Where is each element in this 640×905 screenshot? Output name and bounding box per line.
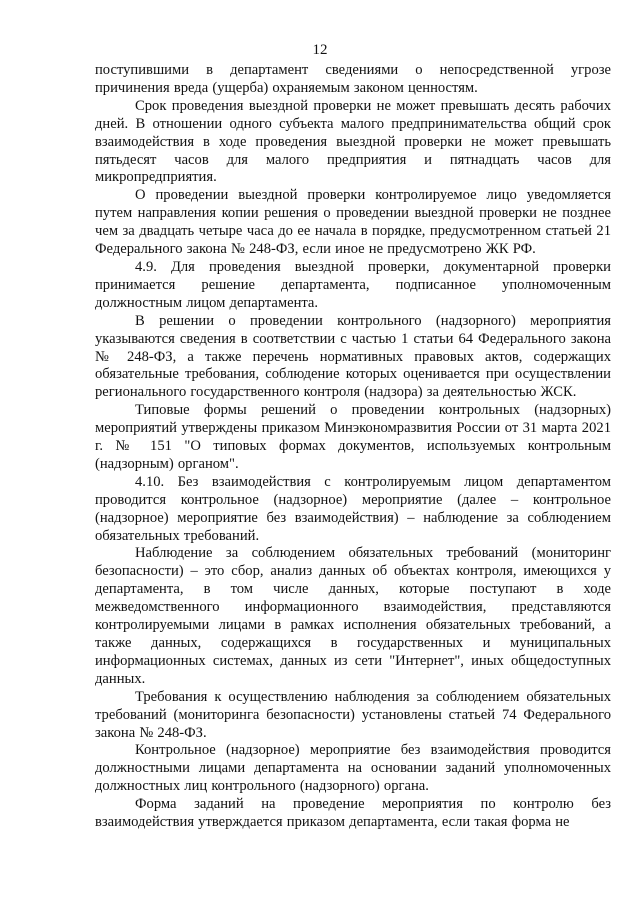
document-body (95, 62, 611, 832)
paragraph-assignment-form: Форма заданий на проведение мероприятия по контролю без взаимодействия утверждается приказом департамента, если такая форма не (95, 796, 611, 831)
paragraph-standard-forms: Типовые формы решений о проведении контрольных (надзорных) мероприятий утверждены приказом Минэкономразвития России от 31 марта 2021 г. № 151 "О типовых формах документов, используемых контрольным (надзорным) органом". (95, 402, 611, 472)
paragraph-continuation: поступившими в департамент сведениями о непосредственной угрозе причинения вреда (ущерба) охраняемым законом ценностям. (95, 62, 611, 96)
paragraph-monitoring-requirements: Требования к осуществлению наблюдения за соблюдением обязательных требований (мониторинга безопасности) установлены статьей 74 Федерального закона № 248-ФЗ. (95, 688, 611, 741)
paragraph-decision-content: В решении о проведении контрольного (надзорного) мероприятия указываются сведения в соответствии с частью 1 статьи 64 Федерального закона № 248-ФЗ, а также перечень нормативных правовых актов, содержащих обязательные требования, соблюдение которых оценивается при осуществлении регионального государственного контроля (надзора) за деятельностью ЖСК. (95, 312, 611, 401)
paragraph-section-4-10: 4.10. Без взаимодействия с контролируемым лицом департаментом проводится контрольное (надзорное) мероприятие (далее – контрольное (надзорное) мероприятие без взаимодействия) – наблюдение за соблюдением обязательных требований. (95, 473, 611, 544)
paragraph-inspection-duration: Срок проведения выездной проверки не может превышать десять рабочих дней. В отношении одного субъекта малого предпринимательства общий срок взаимодействия в ходе проведения выездной проверки не может превышать пятьдесят часов для малого предприятия и пятнадцать часов для микропредприятия. (95, 97, 611, 186)
paragraph-monitoring-definition: Наблюдение за соблюдением обязательных требований (мониторинг безопасности) – это сбор, анализ данных об объектах контроля, имеющихся у департамента, в том числе данных, которые поступают в ходе межведомственного информационного взаимодействия, представляются контролируемыми лицами в рамках исполнения обязательных требований, а также данных, содержащихся в государственных и муниципальных информационных системах, данных из сети "Интернет", иных общедоступных данных. (95, 545, 611, 687)
paragraph-inspection-notice: О проведении выездной проверки контролируемое лицо уведомляется путем направления копии решения о проведении выездной проверки не позднее чем за двадцать четыре часа до ее начала в порядке, предусмотренном статьей 21 Федерального закона № 248-ФЗ, если иное не предусмотрено ЖК РФ. (95, 187, 611, 258)
page-number: 12 (312, 42, 328, 58)
paragraph-assignment-basis: Контрольное (надзорное) мероприятие без взаимодействия проводится должностными лицами департамента на основании заданий уполномоченных должностных лиц контрольного (надзорного) органа. (95, 742, 611, 795)
paragraph-section-4-9: 4.9. Для проведения выездной проверки, документарной проверки принимается решение департамента, подписанное уполномоченным должностным лицом департамента. (95, 258, 611, 311)
